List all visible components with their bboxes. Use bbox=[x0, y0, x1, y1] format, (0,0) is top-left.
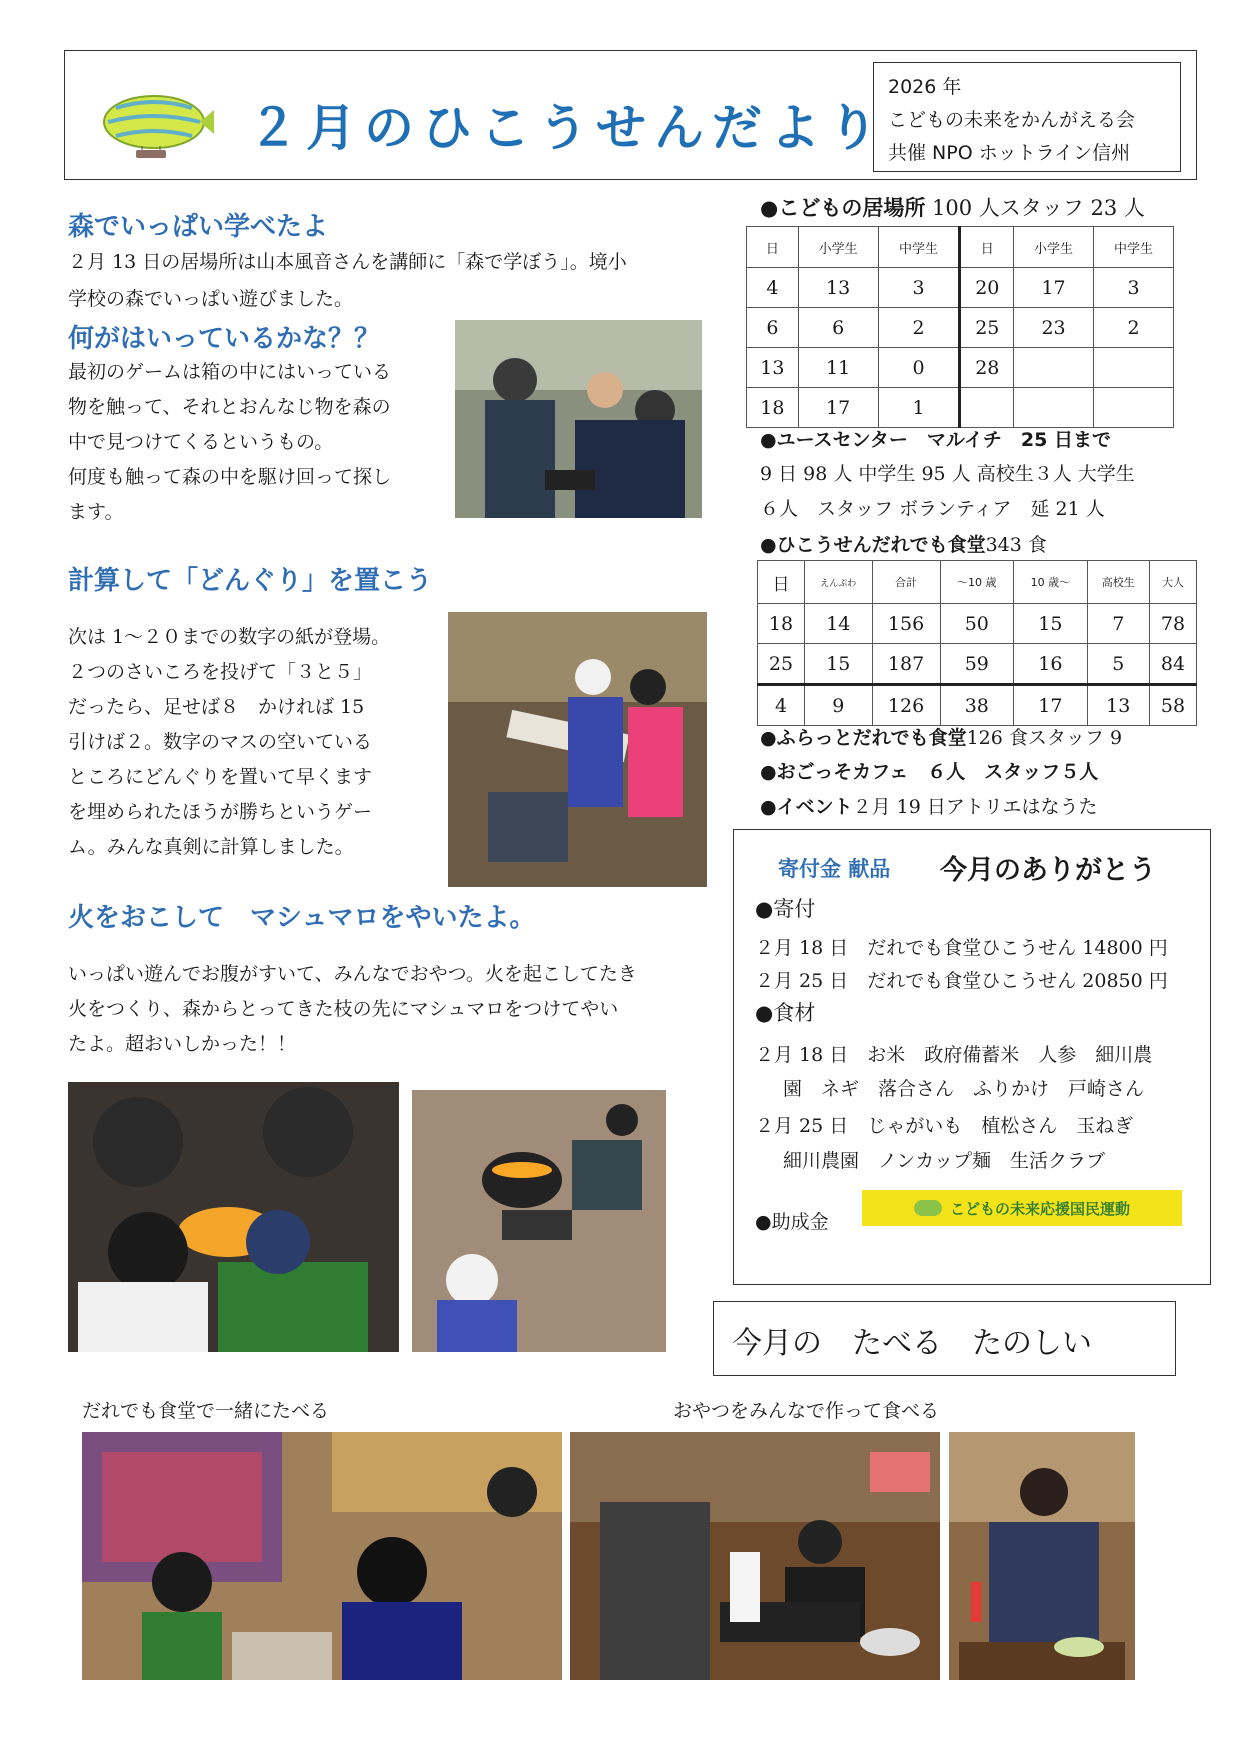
text-line: ところにどんぐりを置いて早くます bbox=[68, 766, 373, 788]
table-cell: 9 bbox=[805, 685, 873, 726]
table-cell: 14 bbox=[805, 604, 873, 644]
youth-center-line1: 9 日 98 人 中学生 95 人 高校生３人 大学生 bbox=[760, 463, 1135, 485]
table-header: 中学生 bbox=[878, 227, 960, 268]
text-line: 火をつくり、森からとってきた枝の先にマシュマロをつけてやい bbox=[68, 998, 619, 1020]
table-cell: 3 bbox=[878, 268, 960, 308]
photo-box-snack1 bbox=[570, 1432, 940, 1680]
forest-intro-line1: ２月 13 日の居場所は山本風音さんを講師に「森で学ぼう」。境小 bbox=[68, 251, 627, 273]
table-cell bbox=[1094, 388, 1174, 428]
table-cell: 84 bbox=[1149, 644, 1196, 685]
table-cell: 18 bbox=[747, 388, 799, 428]
table-header-row bbox=[758, 561, 1197, 604]
shokuzai-line: 園 ネギ 落合さん ふりかけ 戸崎さん bbox=[783, 1078, 1145, 1100]
table-cell: 28 bbox=[960, 348, 1014, 388]
table-row bbox=[758, 685, 1197, 726]
furatto-label: ●ふらっとだれでも食堂 bbox=[760, 727, 967, 749]
shokuzai-line: 細川農園 ノンカップ麺 生活クラブ bbox=[783, 1150, 1106, 1172]
shokuzai-line: ２月 18 日 お米 政府備蓄米 人参 細川農 bbox=[755, 1044, 1153, 1066]
photo-box-fire bbox=[68, 1082, 399, 1352]
kifu-line: ２月 18 日 だれでも食堂ひこうせん 14800 円 bbox=[755, 937, 1168, 959]
table-header: 日 bbox=[758, 561, 805, 604]
forest-intro-line2: 学校の森でいっぱい遊びました。 bbox=[68, 288, 354, 310]
section-heading-forest: 森でいっぱい学べたよ bbox=[68, 212, 329, 242]
table-row bbox=[747, 348, 1174, 388]
shokudo-title-label: ●ひこうせんだれでも食堂 bbox=[760, 534, 986, 556]
table-cell bbox=[1094, 348, 1174, 388]
table-cell: 23 bbox=[1014, 308, 1094, 348]
table-cell bbox=[1014, 348, 1094, 388]
table-header: 小学生 bbox=[798, 227, 878, 268]
table-cell: 156 bbox=[872, 604, 940, 644]
shokuzai-heading: ●食材 bbox=[755, 1001, 816, 1025]
shokudo-title bbox=[760, 530, 1047, 557]
photo-box-calc bbox=[448, 612, 707, 887]
ibasho-title bbox=[760, 192, 1145, 222]
table-cell: 1 bbox=[878, 388, 960, 428]
table-header: 大人 bbox=[1149, 561, 1196, 604]
shokuzai-line: ２月 25 日 じゃがいも 植松さん 玉ねぎ bbox=[755, 1115, 1134, 1137]
table-cell: 2 bbox=[1094, 308, 1174, 348]
ibasho-count: 100 人 bbox=[932, 196, 1000, 220]
text-line: 中で見つけてくるというもの。 bbox=[68, 431, 334, 453]
table-cell: 2 bbox=[878, 308, 960, 348]
table-cell: 0 bbox=[878, 348, 960, 388]
photo-box-dining bbox=[82, 1432, 562, 1680]
table-header: 小学生 bbox=[1014, 227, 1094, 268]
grant-logo-icon bbox=[914, 1200, 942, 1216]
year-label: 2026 年 bbox=[888, 76, 962, 98]
kifu-heading: ●寄付 bbox=[755, 897, 816, 921]
text-line: 引けば２。数字のマスの空いている bbox=[68, 731, 373, 753]
text-line: たよ。超おいしかった！！ bbox=[68, 1033, 297, 1055]
caption-right: おやつをみんなで作って食べる bbox=[673, 1400, 940, 1422]
text-line: 次は 1～２０までの数字の紙が登場。 bbox=[68, 626, 391, 648]
kifu-line: ２月 25 日 だれでも食堂ひこうせん 20850 円 bbox=[755, 970, 1168, 992]
table-cell: 6 bbox=[747, 308, 799, 348]
table-cell: 13 bbox=[1087, 685, 1149, 726]
table-cell: 7 bbox=[1087, 604, 1149, 644]
table-header: 合計 bbox=[872, 561, 940, 604]
table-cell: 3 bbox=[1094, 268, 1174, 308]
table-header: 10 歳～ bbox=[1014, 561, 1088, 604]
table-cell: 4 bbox=[747, 268, 799, 308]
table-header: 中学生 bbox=[1094, 227, 1174, 268]
event-label: ●イベント bbox=[760, 796, 853, 818]
furatto-line bbox=[760, 723, 1122, 750]
table-cell: 17 bbox=[798, 388, 878, 428]
table-cell: 6 bbox=[798, 308, 878, 348]
table-cell: 18 bbox=[758, 604, 805, 644]
table-cell: 5 bbox=[1087, 644, 1149, 685]
table-cell: 38 bbox=[940, 685, 1014, 726]
table-cell: 25 bbox=[758, 644, 805, 685]
event-text: ２月 19 日アトリエはなうた bbox=[852, 796, 1098, 818]
youth-center-title: ●ユースセンター マルイチ 25 日まで bbox=[760, 429, 1111, 451]
grant-banner bbox=[862, 1190, 1182, 1226]
table-cell: 126 bbox=[872, 685, 940, 726]
newsletter-title: ２月のひこうせんだより bbox=[248, 99, 886, 157]
ogosso-line: ●おごっそカフェ ６人 スタッフ５人 bbox=[760, 761, 1099, 783]
table-cell: 17 bbox=[1014, 268, 1094, 308]
table-header: ～10 歳 bbox=[940, 561, 1014, 604]
table-cell: 25 bbox=[960, 308, 1014, 348]
ibasho-table bbox=[746, 226, 1174, 428]
text-line: 何度も触って森の中を駆け回って探し bbox=[68, 466, 392, 488]
org-name: こどもの未来をかんがえる会 bbox=[888, 109, 1136, 131]
text-line: 物を触って、それとおんなじ物を森の bbox=[68, 396, 391, 418]
table-cell: 11 bbox=[798, 348, 878, 388]
shokudo-count: 343 食 bbox=[985, 534, 1047, 556]
text-line: 最初のゲームは箱の中にはいっている bbox=[68, 361, 392, 383]
text-line: いっぱい遊んでお腹がすいて、みんなでおやつ。火を起こしてたき bbox=[68, 963, 637, 985]
table-cell: 13 bbox=[798, 268, 878, 308]
table-cell: 187 bbox=[872, 644, 940, 685]
text-line: ２つのさいころを投げて「３と５」 bbox=[68, 661, 373, 683]
text-line: ます。 bbox=[68, 501, 124, 523]
table-cell: 58 bbox=[1149, 685, 1196, 726]
table-cell: 15 bbox=[1014, 604, 1088, 644]
cohost-name: 共催 NPO ホットライン信州 bbox=[888, 142, 1131, 164]
text-line: だったら、足せば８ かければ 15 bbox=[68, 696, 365, 718]
grant-banner-text: こどもの未来応援国民運動 bbox=[949, 1199, 1130, 1218]
org-info-box bbox=[873, 62, 1181, 172]
table-cell: 15 bbox=[805, 644, 873, 685]
donation-label: 寄付金 献品 bbox=[778, 857, 891, 881]
calc-text bbox=[68, 620, 448, 865]
table-header: 日 bbox=[960, 227, 1014, 268]
table-cell bbox=[1014, 388, 1094, 428]
table-header: 日 bbox=[747, 227, 799, 268]
section-heading-marshmallow: 火をおこして マシュマロをやいたよ。 bbox=[68, 903, 536, 933]
table-row bbox=[758, 644, 1197, 685]
joseikin-heading: ●助成金 bbox=[755, 1211, 829, 1233]
table-cell bbox=[960, 388, 1014, 428]
shokudo-table bbox=[757, 560, 1197, 726]
photo-box-snack2 bbox=[949, 1432, 1135, 1680]
table-header-row bbox=[747, 227, 1174, 268]
table-cell: 78 bbox=[1149, 604, 1196, 644]
event-line bbox=[760, 792, 1097, 819]
text-line: を埋められたほうが勝ちというゲー bbox=[68, 801, 373, 823]
table-cell: 59 bbox=[940, 644, 1014, 685]
table-row bbox=[747, 308, 1174, 348]
table-header: えんぷわ bbox=[805, 561, 873, 604]
table-header: 高校生 bbox=[1087, 561, 1149, 604]
photo-box-game bbox=[455, 320, 702, 518]
table-row bbox=[758, 604, 1197, 644]
youth-center-line2: ６人 スタッフ ボランティア 延 21 人 bbox=[760, 498, 1105, 520]
section-heading-calc: 計算して「どんぐり」を置こう bbox=[68, 566, 433, 596]
ibasho-staff: スタッフ 23 人 bbox=[999, 196, 1145, 220]
text-line: ム。みんな真剣に計算しました。 bbox=[68, 836, 354, 858]
caption-left: だれでも食堂で一緒にたべる bbox=[82, 1400, 330, 1422]
photo-box-bonfire bbox=[412, 1090, 666, 1352]
table-cell: 16 bbox=[1014, 644, 1088, 685]
table-cell: 13 bbox=[747, 348, 799, 388]
airship-logo bbox=[96, 88, 216, 166]
furatto-count: 126 食スタッフ 9 bbox=[966, 727, 1123, 749]
table-row bbox=[747, 388, 1174, 428]
today-box: 今月の たべる たのしい bbox=[713, 1301, 1176, 1376]
table-cell: 17 bbox=[1014, 685, 1088, 726]
table-cell: 50 bbox=[940, 604, 1014, 644]
table-cell: 4 bbox=[758, 685, 805, 726]
thanks-title: 今月のありがとう bbox=[940, 855, 1156, 886]
whats-inside-text bbox=[68, 355, 448, 530]
table-cell: 20 bbox=[960, 268, 1014, 308]
section-heading-whats-inside: 何がはいっているかな？？ bbox=[68, 324, 381, 354]
marshmallow-text bbox=[68, 957, 718, 1062]
ibasho-title-label: ●こどもの居場所 bbox=[760, 196, 926, 220]
table-row bbox=[747, 268, 1174, 308]
